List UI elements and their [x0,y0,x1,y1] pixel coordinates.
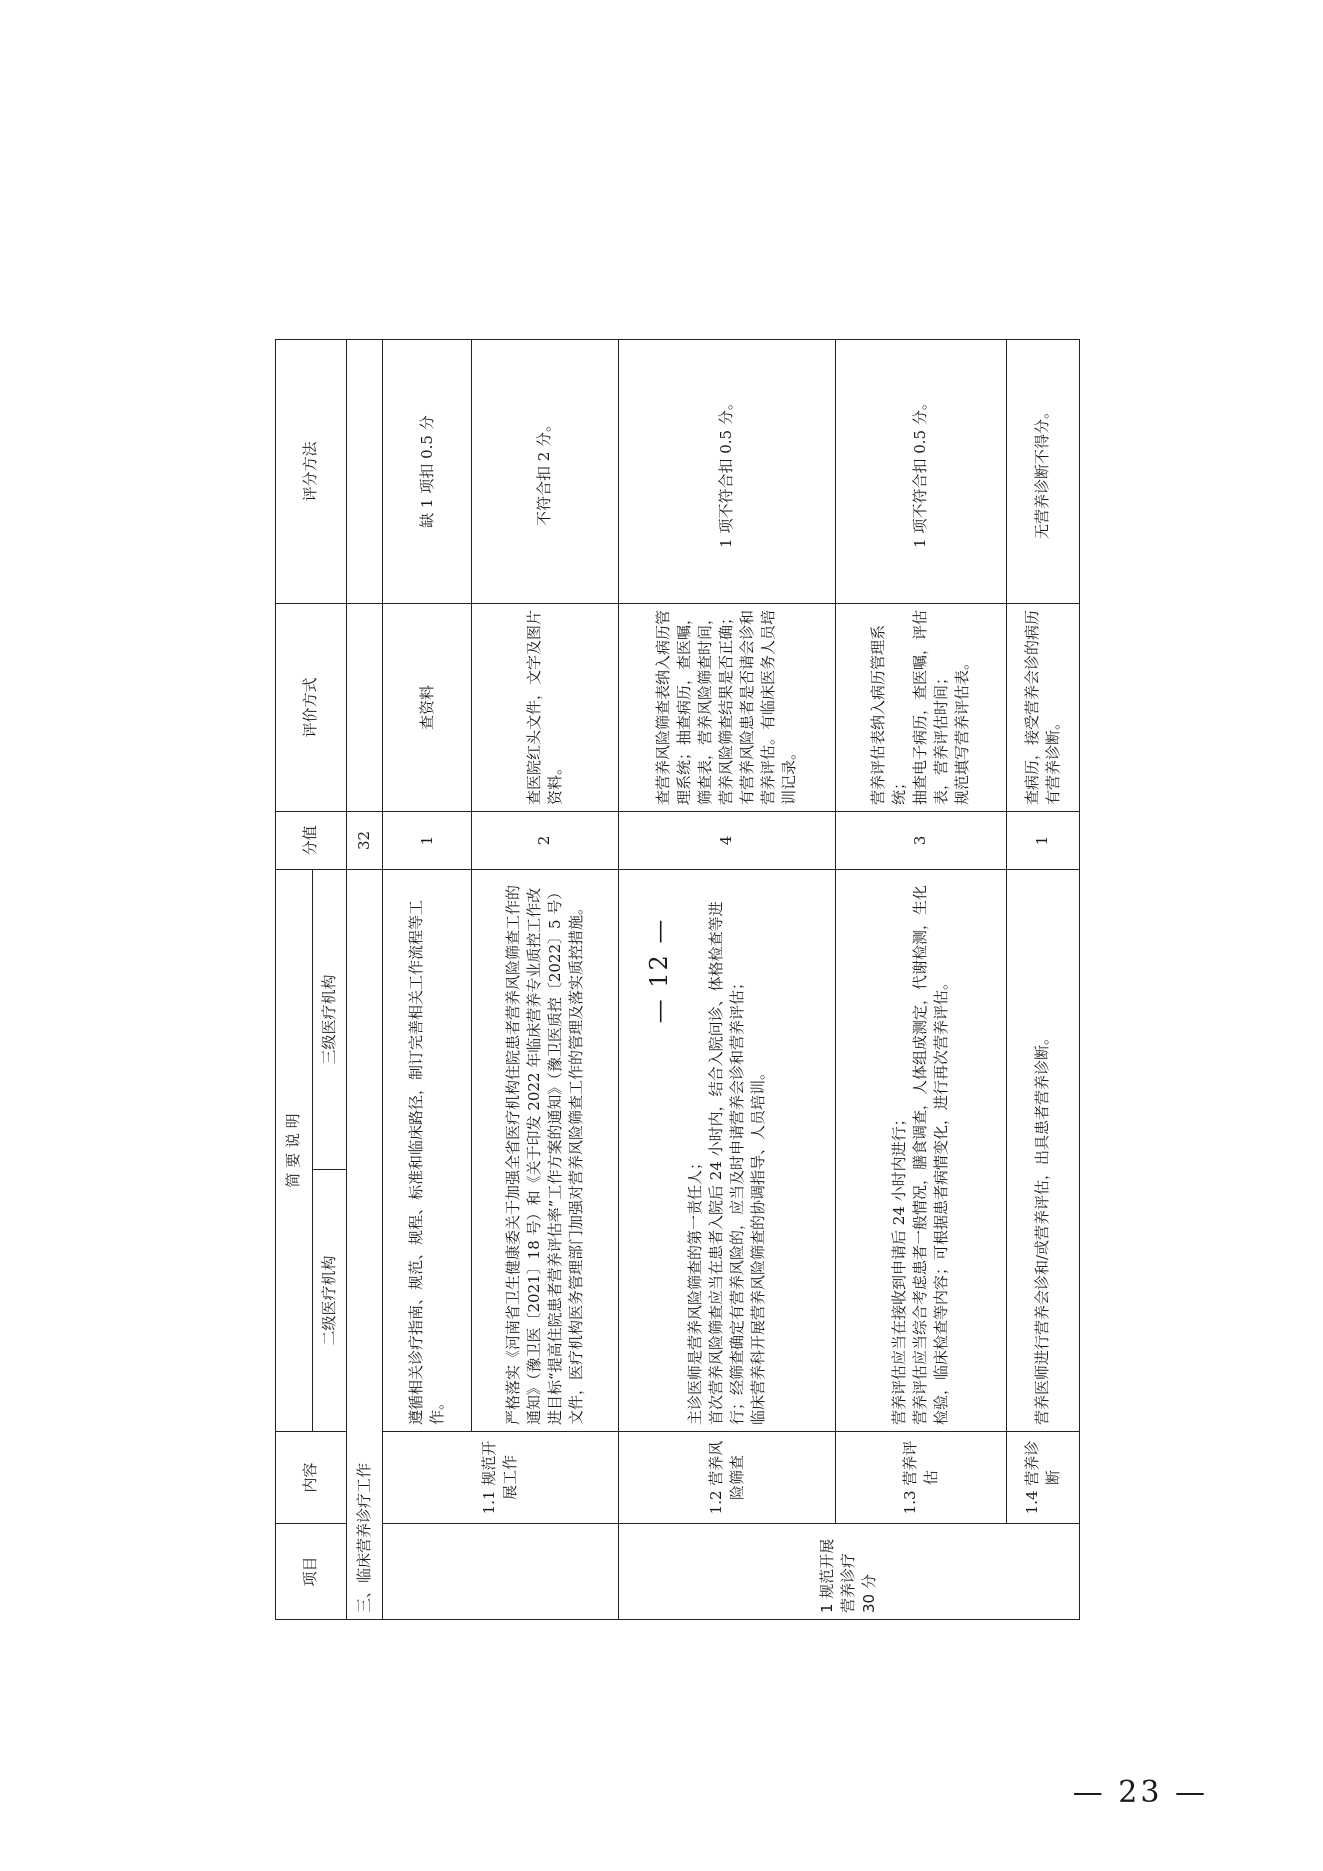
section-empty-eval [346,604,383,812]
section-title: 三、临床营养诊疗工作 [346,870,383,1620]
eval-method-line: 营养评估表纳入病历管理系统； [869,624,909,805]
description-line: 首次营养风险筛查应当在患者入院后 24 小时内，结合入院问诊、体格检查等进行；经筛查确定有营养风险的，应当及时申请营养会诊和营养评估； [706,901,746,1425]
score-cell: 1 [1006,812,1079,870]
project-group-line: 营养诊疗 [839,1552,858,1613]
description-line: 营养评估应当在接收到申请后 24 小时内进行； [890,1111,909,1425]
header-level3: 三级医疗机构 [312,870,346,1170]
eval-method-line: 抽查电子病历，查医嘱，评估表，营养评估时间； [911,609,951,805]
header-project: 项目 [276,1524,347,1620]
scoring-cell: 无营养诊断不得分。 [1006,340,1079,604]
description-line: 营养评估应当综合考虑患者一般情况，膳食调查，人体组成测定，代谢检测，生化检验，临床检查等内容；可根据患者病情变化，进行再次营养评估。 [911,884,951,1425]
project-group-line: 30 分 [860,1574,879,1613]
scoring-cell: 1 项不符合扣 0.5 分。 [618,340,835,604]
evaluation-table [275,339,1080,1620]
score-cell: 3 [835,812,1006,870]
section-row [346,340,383,1620]
project-group-line: 1 规范开展 [818,1538,837,1613]
scoring-cell: 1 项不符合扣 0.5 分。 [835,340,1006,604]
content-cell: 1.4 营养诊断 [1006,1432,1079,1524]
scoring-cell: 缺 1 项扣 0.5 分 [383,340,472,604]
table-row [383,340,472,1620]
eval-method-cell: 查资料 [383,604,472,812]
header-content: 内容 [276,1432,347,1524]
header-scoring: 评分方法 [276,340,347,604]
section-empty-scoring [346,340,383,604]
content-cell: 1.3 营养评估 [835,1432,1006,1524]
table-row [835,340,1006,1620]
eval-method-cell [835,604,1006,812]
description-cell: 遵循相关诊疗指南、规范、规程、标准和临床路径，制订完善相关工作流程等工作。 [383,870,472,1432]
table-row [1006,340,1079,1620]
header-eval-method: 评价方式 [276,604,347,812]
description-line: 临床营养科开展营养风险筛查的协调指导、人员培训。 [748,1064,767,1425]
score-cell: 2 [472,812,618,870]
page-number: — 23 — [1072,1775,1208,1810]
description-line: 主诊医师是营养风险筛查的第一责任人； [685,1154,704,1425]
header-level2: 二级医疗机构 [312,1170,346,1432]
table-row [472,340,618,1620]
score-cell: 1 [383,812,472,870]
project-empty-cell [383,1524,618,1620]
description-cell: 严格落实《河南省卫生健康委关于加强全省医疗机构住院患者营养风险筛查工作的通知》（豫卫医〔2021〕18 号）和《关于印发 2022 年临床营养专业质控工作改进目标“提高住院患者营养评估率”工作方案的通知》（豫卫医质控〔2022〕5 号）文件，医疗机构医务管理部门加强对营养风险筛查工作的管理及落实质控措施。 [472,870,618,1432]
header-brief: 简 要 说 明 [276,870,313,1432]
header-score: 分值 [276,812,347,870]
content-cell: 1.1 规范开展工作 [383,1432,618,1524]
description-cell: 营养医师进行营养会诊和/或营养评估，出具患者营养诊断。 [1006,870,1079,1432]
rotated-table-wrapper [275,340,1080,1620]
score-cell: 4 [618,812,835,870]
header-row-1 [276,340,313,1620]
scoring-cell: 不符合扣 2 分。 [472,340,618,604]
eval-method-cell: 查病历，接受营养会诊的病历有营养诊断。 [1006,604,1079,812]
eval-method-line: 规范填写营养评估表。 [953,654,972,805]
section-score: 32 [346,812,383,870]
eval-method-cell: 查医院红头文件，文字及图片资料。 [472,604,618,812]
project-group-cell [618,1524,1079,1620]
description-cell [835,870,1006,1432]
inner-page-number: — 12 — [645,917,673,1024]
content-cell: 1.2 营养风险筛查 [618,1432,835,1524]
eval-method-cell: 查营养风险筛查表纳入病历管理系统；抽查病历，查医嘱，筛查表，营养风险筛查时间，营养风险筛查结果是否正确；有营养风险患者是否请会诊和营养评估。有临床医务人员培训记录。 [618,604,835,812]
